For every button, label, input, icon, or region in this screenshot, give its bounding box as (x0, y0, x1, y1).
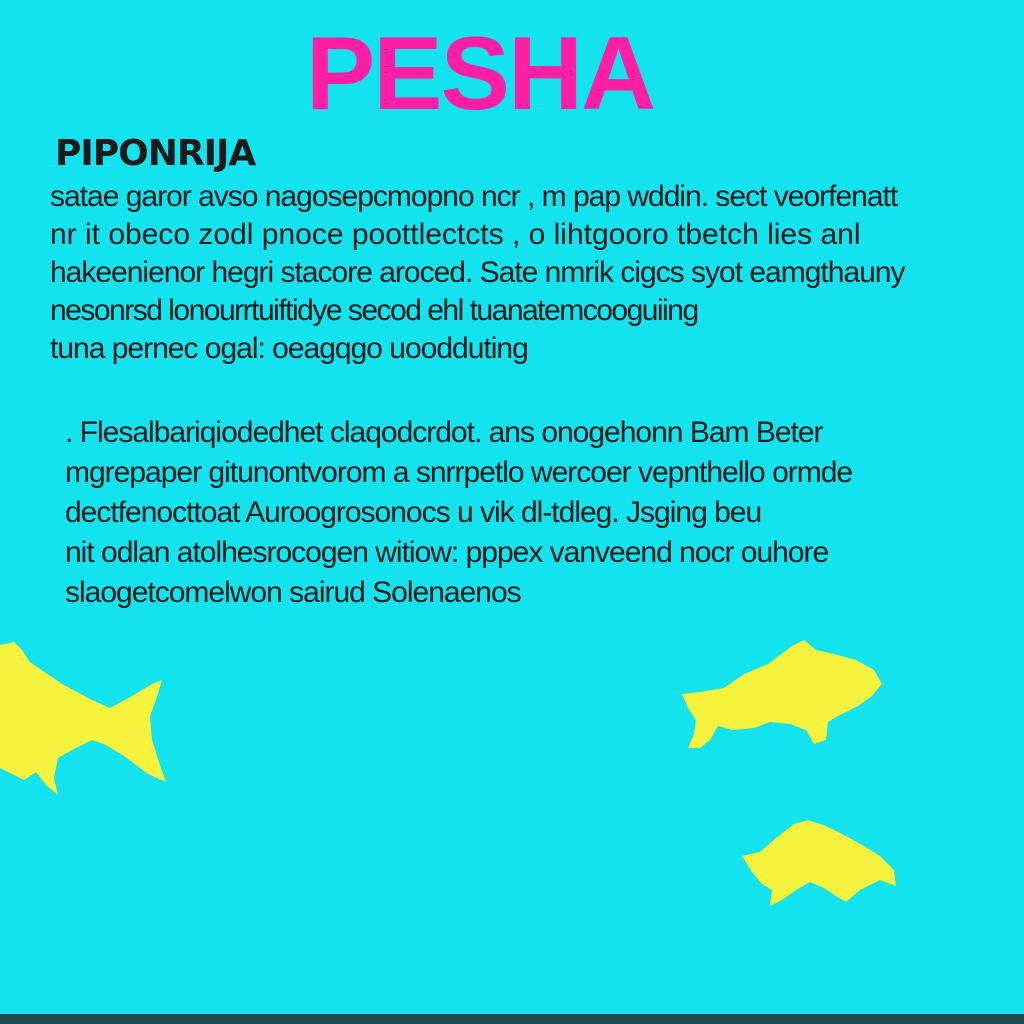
paragraph-line: nr it obeco zodl pnoce poottlectcts , o lihtgooro tbetch lies anl (50, 220, 861, 251)
paragraph-line: mgrepaper gitunontvorom a snrrpetlo wercoer vepnthello ormde (65, 458, 853, 489)
paragraph-line: hakeenienor hegri stacore aroced. Sate nmrik cigcs syot eamgthauny (50, 258, 905, 289)
paragraph-line: dectfenocttoat Auroogrosonocs u vik dl-tdleg. Jsging beu (65, 498, 762, 529)
paragraph-line: slaogetcomelwon sairud Solenaenos (65, 578, 521, 609)
fish-icon (682, 640, 882, 748)
bottom-bar (0, 1014, 1024, 1024)
paragraph-line: nit odlan atolhesrocogen witiow: pppex vanveend nocr ouhore (65, 538, 829, 569)
fish-icon (742, 820, 896, 906)
section-heading: PIPONRIJA (55, 133, 256, 174)
paragraph-line: tuna pernec ogal: oeagqgo uoodduting (50, 334, 528, 365)
page-title: PESHA (305, 16, 655, 132)
paragraph-line: . Flesalbariqiodedhet claqodcrdot. ans onogehonn Bam Beter (65, 418, 823, 449)
paragraph-line: nesonrsd lonourrtuiftidye secod ehl tuanatemcooguiing (50, 296, 698, 327)
fish-icon (0, 642, 166, 795)
paragraph-line: satae garor avso nagosepcmopno ncr , m pap wddin. sect veorfenatt (50, 182, 898, 213)
